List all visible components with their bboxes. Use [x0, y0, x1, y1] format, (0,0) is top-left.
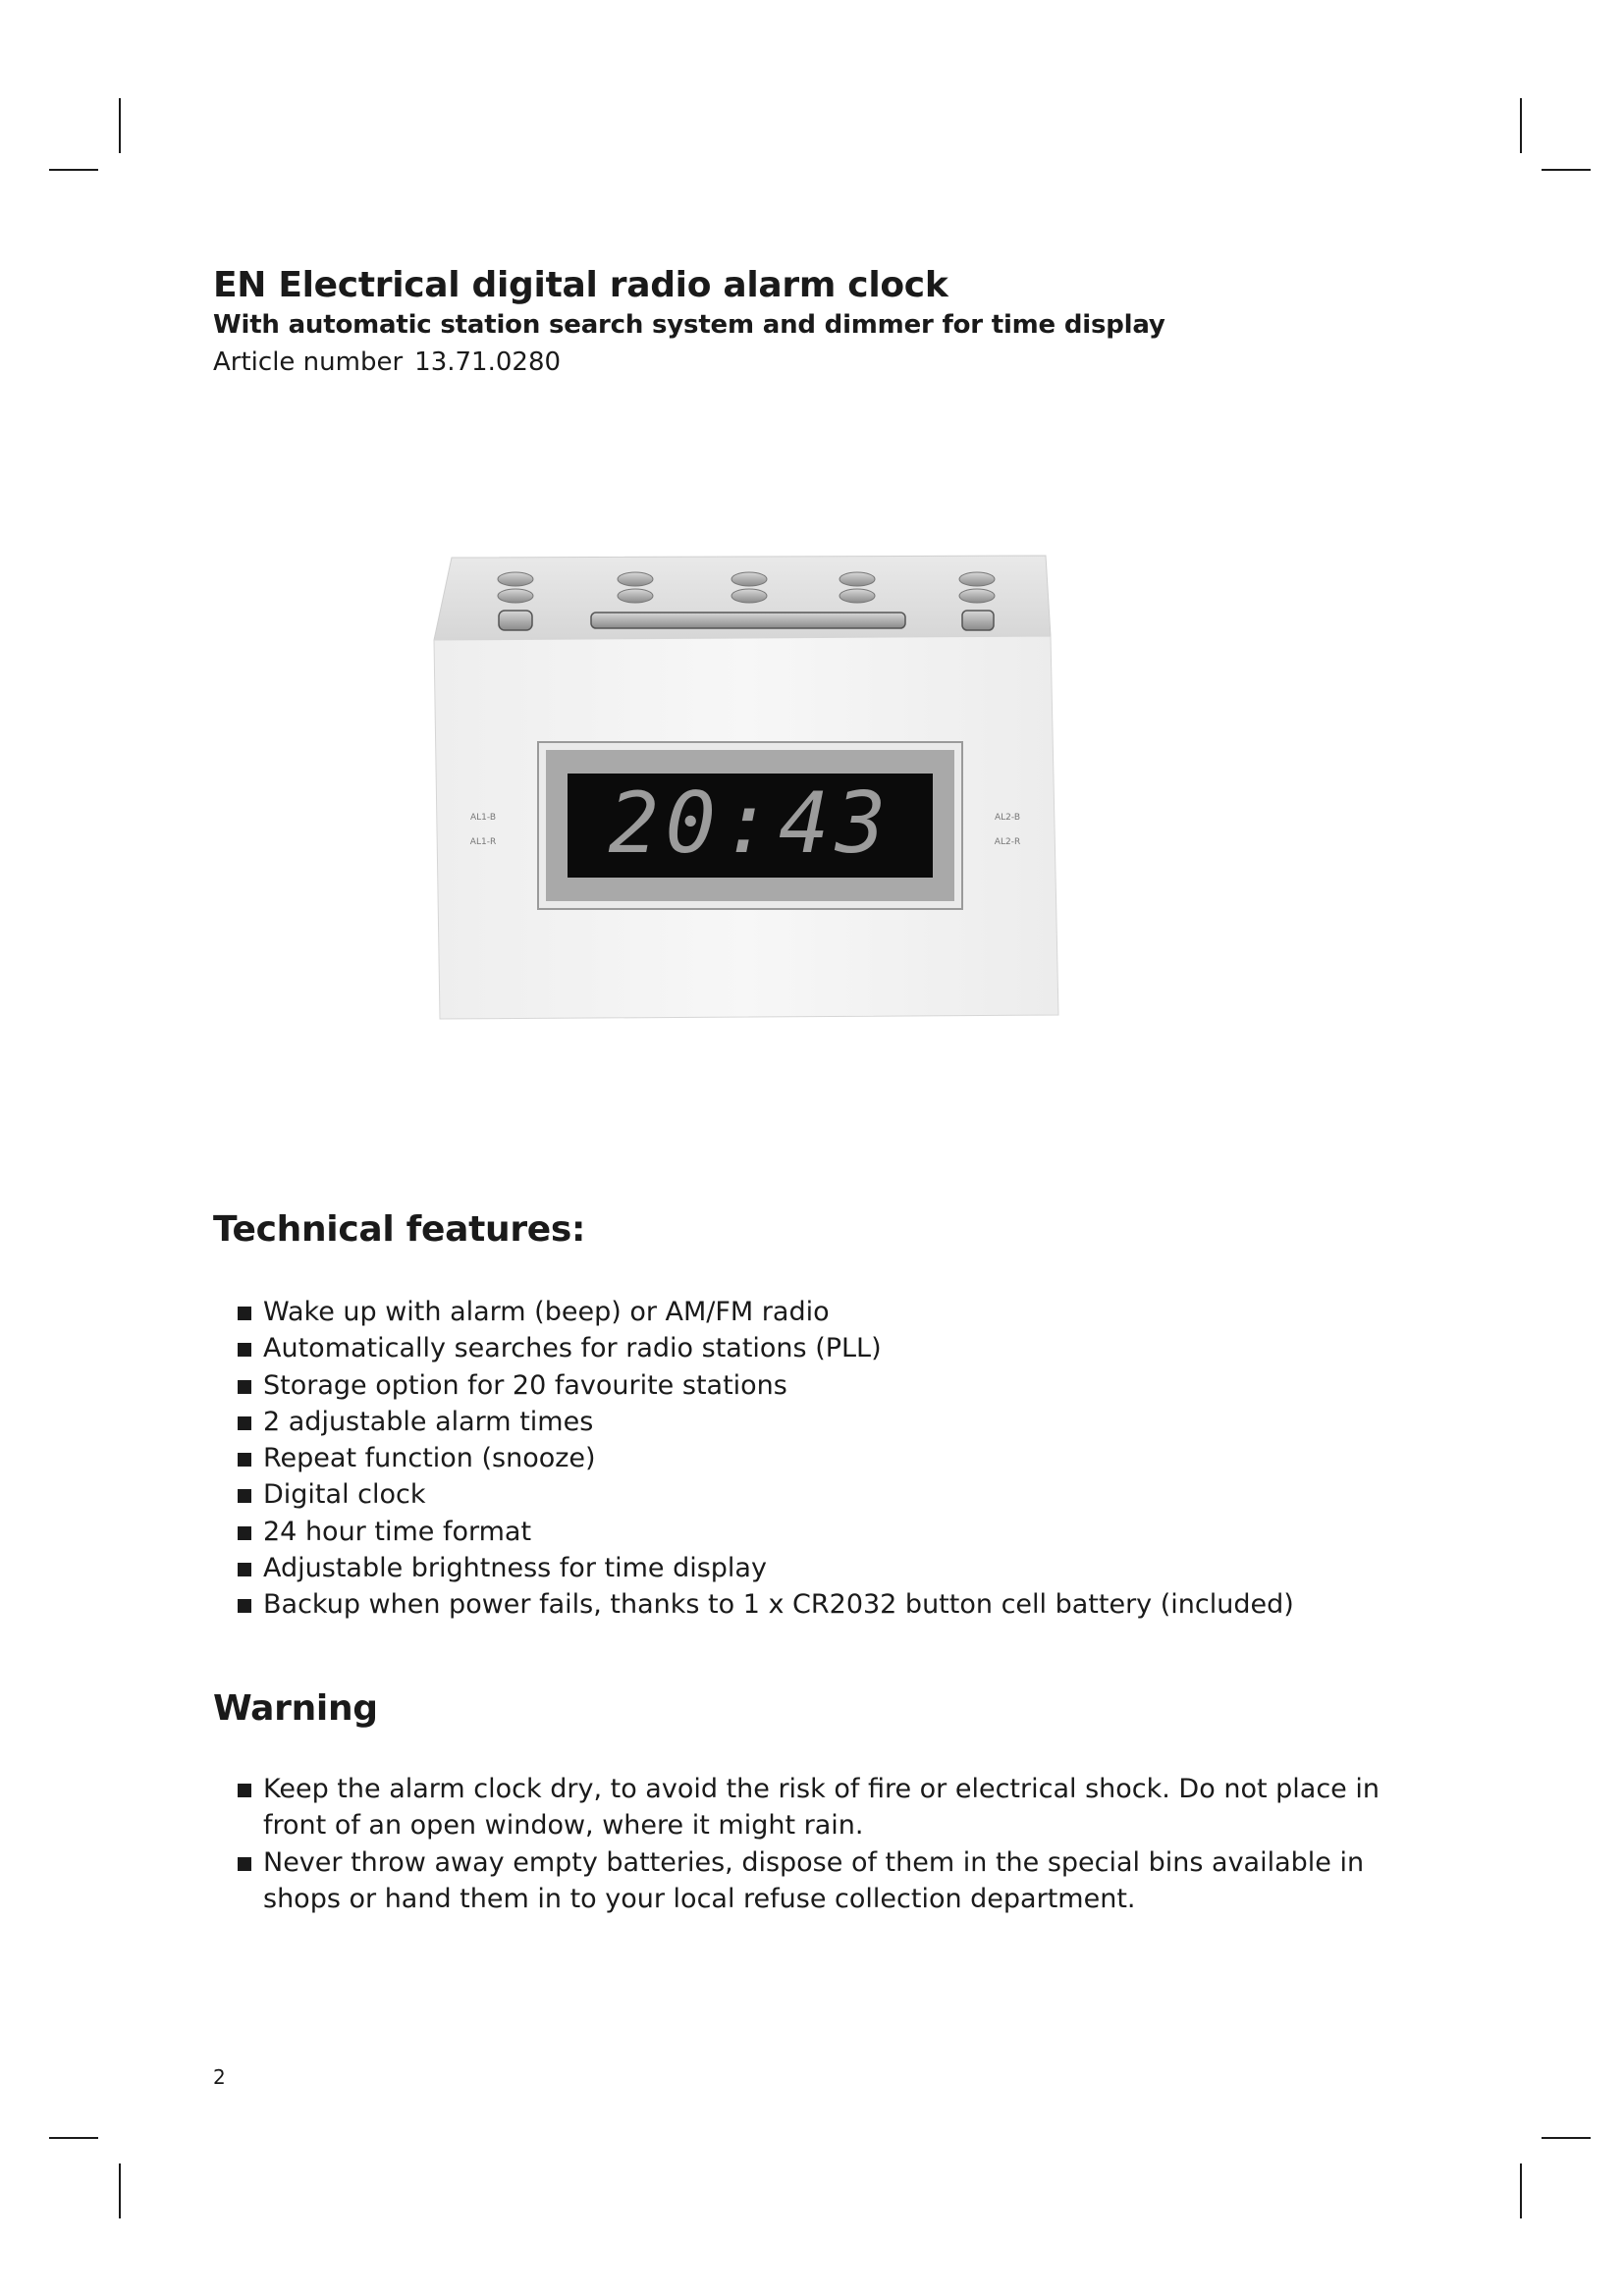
list-item: Never throw away empty batteries, dispose of them in the special bins available in shops or hand them in to your local refuse collection department. — [238, 1844, 1445, 1918]
article-number-label: Article number — [213, 347, 404, 377]
bullet-square-icon — [238, 1343, 251, 1357]
crop-mark-bottom-right-vertical — [1520, 2163, 1522, 2218]
bullet-square-icon — [238, 1563, 251, 1576]
list-item: Repeat function (snooze) — [238, 1440, 1294, 1476]
label-al1-b: AL1-B — [470, 813, 496, 823]
bullet-square-icon — [238, 1857, 251, 1871]
crop-mark-top-right-vertical — [1520, 98, 1522, 153]
article-number-line — [213, 347, 561, 377]
bullet-square-icon — [238, 1453, 251, 1467]
page-number: 2 — [213, 2065, 226, 2089]
bullet-square-icon — [238, 1307, 251, 1320]
alarm-clock-product-image — [422, 550, 1070, 1021]
list-item: 24 hour time format — [238, 1514, 1294, 1550]
list-item: Keep the alarm clock dry, to avoid the risk of fire or electrical shock. Do not place in front of an open window, where it might rain. — [238, 1771, 1445, 1844]
label-al2-r: AL2-R — [994, 837, 1021, 847]
bullet-square-icon — [238, 1526, 251, 1540]
features-heading: Technical features: — [213, 1209, 586, 1250]
label-al2-b: AL2-B — [995, 813, 1020, 823]
crop-mark-bottom-right-horizontal — [1542, 2137, 1591, 2139]
list-item: Backup when power fails, thanks to 1 x CR2032 button cell battery (included) — [238, 1586, 1294, 1623]
list-item: Adjustable brightness for time display — [238, 1550, 1294, 1586]
list-item: 2 adjustable alarm times — [238, 1404, 1294, 1440]
document-title: EN Electrical digital radio alarm clock — [213, 265, 948, 305]
document-subtitle: With automatic station search system and dimmer for time display — [213, 310, 1165, 340]
list-item: Storage option for 20 favourite stations — [238, 1367, 1294, 1404]
list-item: Automatically searches for radio stations (PLL) — [238, 1330, 1294, 1366]
list-item: Wake up with alarm (beep) or AM/FM radio — [238, 1294, 1294, 1330]
crop-mark-top-right-horizontal — [1542, 169, 1591, 171]
bullet-square-icon — [238, 1784, 251, 1797]
bullet-square-icon — [238, 1416, 251, 1430]
crop-mark-bottom-left-vertical — [119, 2163, 121, 2218]
label-al1-r: AL1-R — [469, 837, 497, 847]
clock-display-time: 20:43 — [608, 774, 893, 873]
crop-mark-bottom-left-horizontal — [49, 2137, 98, 2139]
bullet-square-icon — [238, 1380, 251, 1394]
crop-mark-top-left-vertical — [119, 98, 121, 153]
article-number-value: 13.71.0280 — [414, 347, 562, 377]
warning-list — [238, 1771, 1445, 1917]
crop-mark-top-left-horizontal — [49, 169, 98, 171]
features-list — [238, 1294, 1294, 1624]
bullet-square-icon — [238, 1489, 251, 1503]
warning-heading: Warning — [213, 1688, 378, 1729]
list-item: Digital clock — [238, 1476, 1294, 1513]
bullet-square-icon — [238, 1599, 251, 1613]
